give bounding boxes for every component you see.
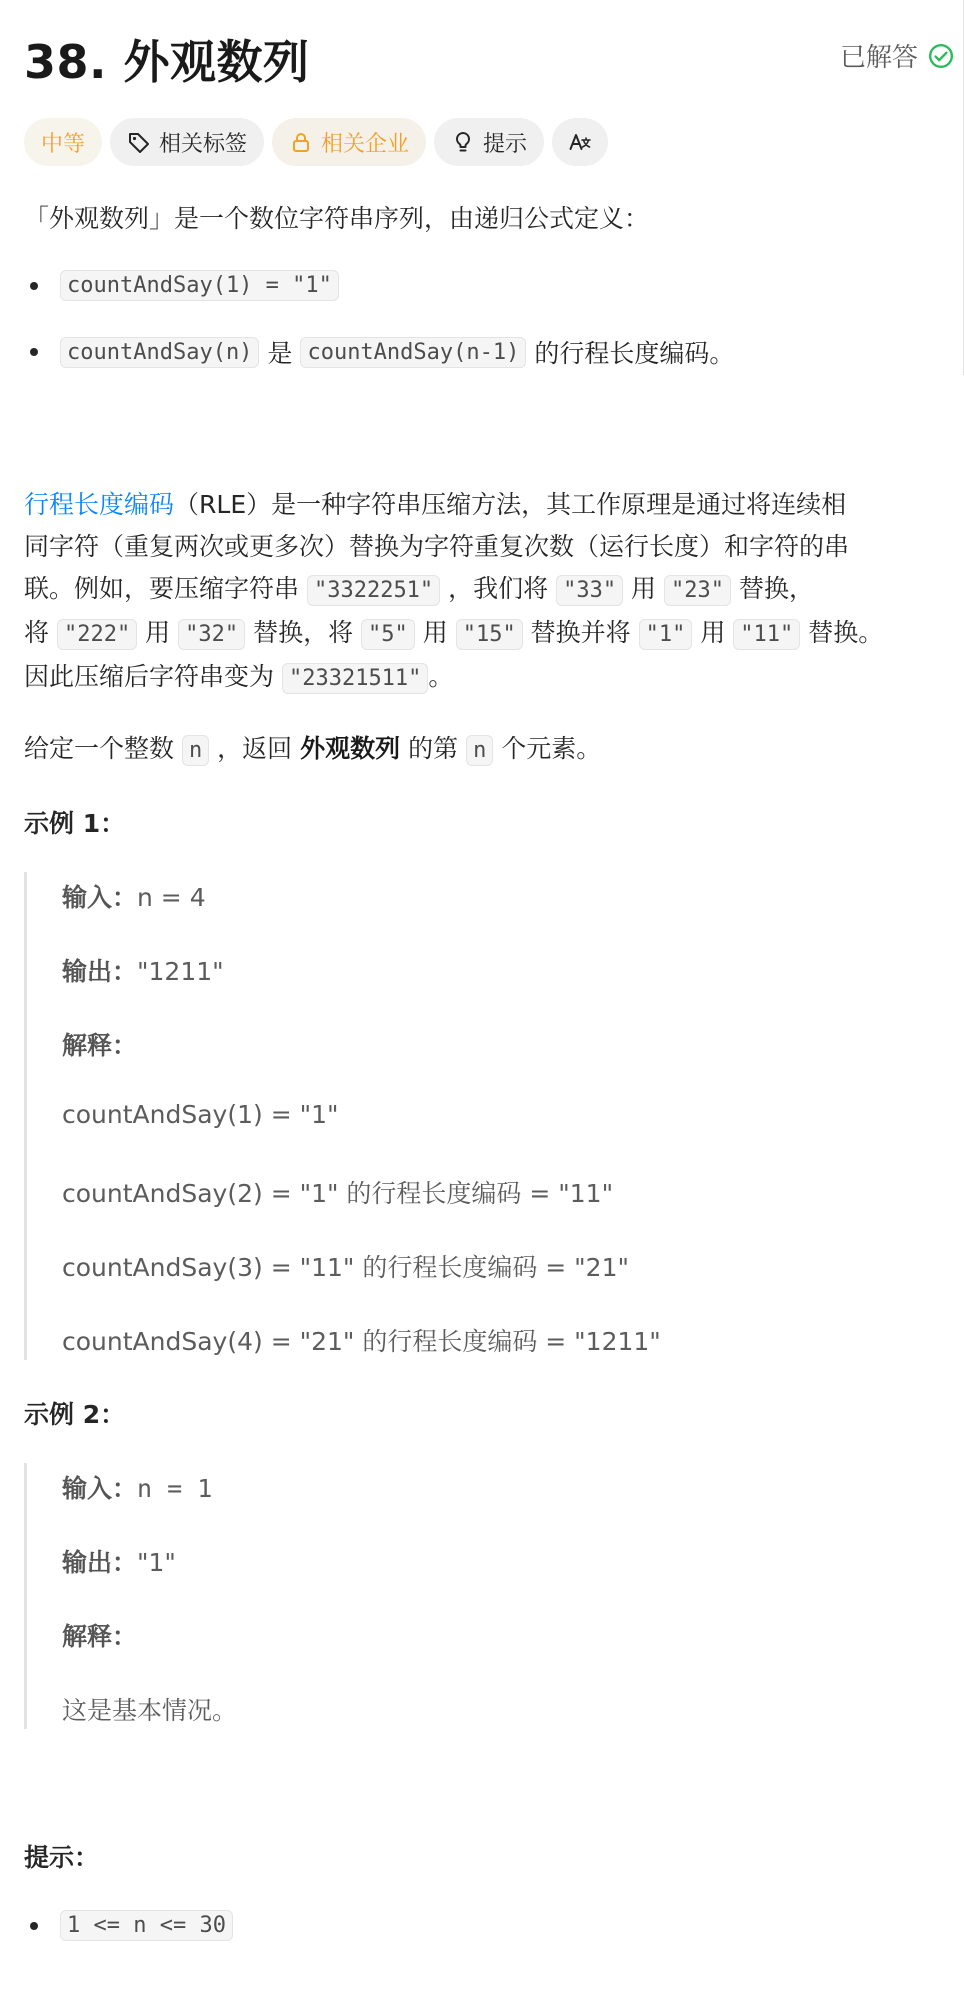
text: 用 (631, 574, 657, 603)
code-snippet: "15" (456, 619, 523, 650)
example-output (62, 1543, 176, 1579)
text: 因此压缩后字符串变为 (24, 662, 275, 691)
list-item (24, 334, 734, 370)
solved-status (840, 37, 954, 74)
code-snippet: countAndSay(n) (60, 337, 259, 368)
code-snippet: countAndSay(1) = "1" (60, 270, 339, 301)
text: 的第 (408, 734, 459, 763)
example-input (62, 878, 206, 914)
text: 个元素。 (501, 734, 602, 763)
text: 给定一个整数 (24, 734, 175, 763)
constraints-heading: 提示： (24, 1843, 100, 1872)
rle-line-5 (24, 656, 944, 700)
rle-link[interactable]: 行程长度编码 (24, 490, 175, 519)
text: （RLE）是一种字符串压缩方法，其工作原理是通过将连续相 (174, 490, 847, 519)
text: 联。例如，要压缩字符串 (24, 574, 300, 603)
difficulty-badge (24, 118, 102, 166)
code-snippet: "5" (361, 619, 415, 650)
example-1-heading: 示例 1： (24, 809, 126, 838)
rle-line-4 (24, 612, 944, 656)
text: 替换并将 (530, 618, 631, 647)
related-companies-label: 相关企业 (321, 131, 410, 157)
problem-title[interactable]: 38. 外观数列 (24, 35, 310, 89)
related-topics-button[interactable] (110, 118, 264, 166)
output-label: 输出： (62, 1548, 138, 1577)
input-value: n = 4 (137, 883, 206, 912)
tag-icon (127, 130, 151, 154)
bullet-dot (30, 282, 38, 290)
explanation-line: countAndSay(3) = "11" 的行程长度编码 = "21" (62, 1253, 629, 1282)
lightbulb-icon (451, 130, 475, 154)
hint-label: 提示 (483, 131, 528, 157)
code-snippet: "222" (57, 619, 137, 650)
text: 替换，将 (253, 618, 354, 647)
title-row (24, 16, 954, 96)
code-snippet: "11" (733, 619, 800, 650)
code-snippet: "32" (178, 619, 245, 650)
intro-text: 「外观数列」是一个数位字符串序列，由递归公式定义： (24, 204, 650, 233)
related-companies-button[interactable] (272, 118, 426, 166)
check-circle-icon (928, 43, 954, 69)
solved-label: 已解答 (839, 43, 918, 73)
input-value: n = 1 (137, 1474, 213, 1503)
text: 替换。 (808, 618, 884, 647)
explanation-line: countAndSay(1) = "1" (62, 1100, 339, 1129)
code-snippet: n (466, 735, 493, 766)
task-sentence (24, 728, 944, 772)
explanation-line: 这是基本情况。 (62, 1696, 238, 1725)
output-value: "1211" (137, 957, 224, 986)
input-label: 输入： (62, 1474, 138, 1503)
explanation-label: 解释： (62, 1031, 138, 1060)
code-snippet: "23" (664, 575, 731, 606)
rle-line-1 (24, 484, 944, 526)
explanation-line: countAndSay(4) = "21" 的行程长度编码 = "1211" (62, 1327, 661, 1356)
example-2-block (24, 1463, 957, 1729)
code-snippet: "3322251" (307, 575, 440, 606)
code-snippet: n (182, 735, 209, 766)
text: 的行程长度编码。 (534, 339, 735, 368)
code-snippet: 1 <= n <= 30 (60, 1910, 233, 1941)
code-snippet: countAndSay(n-1) (300, 337, 526, 368)
rle-line-3 (24, 568, 944, 612)
example-2-heading: 示例 2： (24, 1400, 126, 1429)
translate-button[interactable] (552, 118, 608, 166)
text: 用 (700, 618, 726, 647)
difficulty-label: 中等 (41, 131, 86, 157)
example-input (62, 1469, 212, 1505)
translate-icon (568, 130, 592, 154)
explanation-line: countAndSay(2) = "1" 的行程长度编码 = "11" (62, 1179, 614, 1208)
text: 是 (267, 339, 293, 368)
code-snippet: "1" (639, 619, 693, 650)
text: 用 (145, 618, 171, 647)
bold-text: 外观数列 (300, 734, 401, 763)
input-label: 输入： (62, 883, 138, 912)
hint-button[interactable] (434, 118, 544, 166)
code-snippet: "33" (556, 575, 623, 606)
text: 用 (422, 618, 448, 647)
output-value: "1" (137, 1548, 176, 1577)
text: ，我们将 (448, 574, 549, 603)
rle-paragraph (24, 484, 944, 700)
example-explanation-label (62, 1617, 137, 1653)
lock-icon (289, 130, 313, 154)
text: 替换， (738, 574, 814, 603)
list-item (24, 270, 339, 301)
example-explanation-label (62, 1026, 137, 1062)
bullet-dot (30, 1922, 38, 1930)
example-output (62, 952, 224, 988)
rle-line-2: 同字符（重复两次或更多次）替换为字符重复次数（运行长度）和字符的串 (24, 532, 850, 561)
example-1-block (24, 872, 957, 1360)
related-topics-label: 相关标签 (159, 131, 248, 157)
explanation-label: 解释： (62, 1622, 138, 1651)
output-label: 输出： (62, 957, 138, 986)
text: 。 (428, 662, 454, 691)
text: 将 (24, 618, 50, 647)
code-snippet: "23321511" (282, 663, 428, 694)
bullet-dot (30, 348, 38, 356)
tag-bar (24, 118, 608, 166)
list-item (24, 1910, 233, 1941)
text: ，返回 (217, 734, 293, 763)
